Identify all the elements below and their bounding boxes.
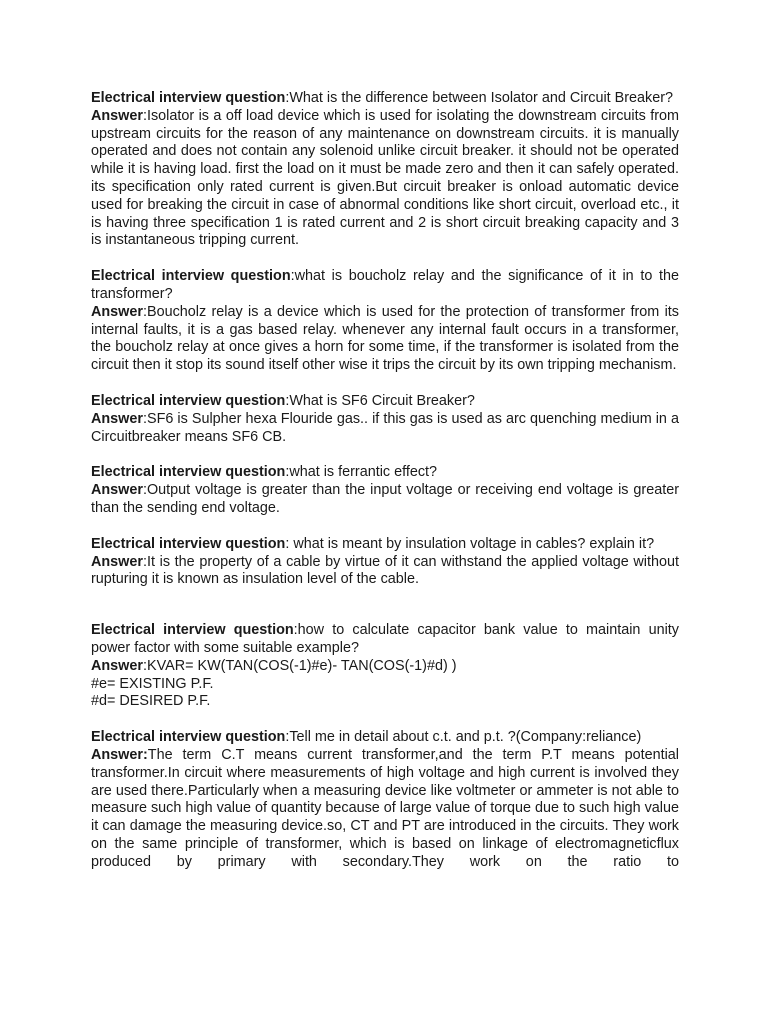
answer-label: Answer: <box>91 746 148 763</box>
question-label: Electrical interview question <box>91 392 286 409</box>
question-paragraph <box>91 393 679 411</box>
answer-paragraph <box>91 304 679 375</box>
question-paragraph <box>91 90 679 108</box>
question-paragraph <box>91 268 679 304</box>
answer-label: Answer <box>91 303 143 320</box>
document-page <box>91 90 679 889</box>
answer-paragraph <box>91 108 679 250</box>
answer-paragraph <box>91 554 679 590</box>
question-text: :What is SF6 Circuit Breaker? <box>285 392 475 409</box>
question-label: Electrical interview question <box>91 729 286 746</box>
qa-block-capacitor-bank <box>91 622 679 711</box>
formula-note-existing: #e= EXISTING P.F. <box>91 675 214 692</box>
qa-block-sf6 <box>91 393 679 446</box>
question-label: Electrical interview question <box>91 535 286 552</box>
qa-block-insulation <box>91 536 679 589</box>
answer-text: :It is the property of a cable by virtue of it can withstand the applied voltage without rupturing it is known as insulation level of the cable. <box>91 553 679 588</box>
question-label: Electrical interview question <box>91 268 291 285</box>
answer-paragraph <box>91 747 679 872</box>
question-paragraph <box>91 536 679 554</box>
question-text: :What is the difference between Isolator and Circuit Breaker? <box>285 90 674 106</box>
question-paragraph <box>91 622 679 658</box>
question-paragraph <box>91 729 679 747</box>
qa-block-ct-pt <box>91 729 679 871</box>
answer-text: :Isolator is a off load device which is used for isolating the downstream circuits from upstream circuits for the reason of any maintenance on downstream circuits. it is manually operated and does not contain any solenoid unlike circuit breaker. it should not be operated while it is having load. first the load on it must be made zero and then it can safely operated. its specification only rated current is given.But circuit breaker is onload automatic device used for breaking the circuit in case of abnormal conditions like short circuit, overload etc., it is having three specification 1 is rated current and 2 is short circuit breaking capacity and 3 is instantaneous tripping current. <box>91 107 679 249</box>
answer-text: :KVAR= KW(TAN(COS(-1)#e)- TAN(COS(-1)#d) ) <box>142 657 457 674</box>
answer-label: Answer <box>91 107 143 124</box>
question-text: : what is meant by insulation voltage in cables? explain it? <box>285 535 655 552</box>
question-text: :Tell me in detail about c.t. and p.t. ?(Company:reliance) <box>285 729 642 746</box>
answer-label: Answer <box>91 553 143 570</box>
answer-paragraph <box>91 482 679 518</box>
answer-paragraph <box>91 658 679 676</box>
qa-block-isolator <box>91 90 679 250</box>
answer-label: Answer <box>91 410 143 427</box>
question-text: :what is boucholz relay and the significance of it in to the transformer? <box>91 268 679 302</box>
question-label: Electrical interview question <box>91 464 286 481</box>
answer-text: The term C.T means current transformer,and the term P.T means potential transformer.In circuit where measurements of high voltage and high current is involved they are used there.Particularly when a measuring device like voltmeter or ammeter is not able to measure such high value of quantity because of large value of torque due to such high value it can damage the measuring device.so, CT and PT are introduced in the circuits. They work on the same principle of transformer, which is based on linkage of electromagneticflux produced by primary with secondary.They work on the ratio to <box>91 746 680 870</box>
question-text: :how to calculate capacitor bank value to maintain unity power factor with some suitable example? <box>91 622 679 656</box>
answer-paragraph <box>91 411 679 447</box>
answer-text: :Output voltage is greater than the input voltage or receiving end voltage is greater than the sending end voltage. <box>91 482 679 516</box>
question-label: Electrical interview question <box>91 622 294 639</box>
qa-block-ferranti <box>91 464 679 517</box>
formula-note-desired: #d= DESIRED P.F. <box>91 693 211 710</box>
question-paragraph <box>91 464 679 482</box>
answer-text: :Boucholz relay is a device which is used for the protection of transformer from its internal faults, it is a gas based relay. whenever any internal fault occurs in a transformer, the boucholz relay at once gives a horn for some time, if the transformer is isolated from the circuit then it stop its sound itself other wise it trips the circuit by its own tripping mechanism. <box>91 303 679 374</box>
question-label: Electrical interview question <box>91 90 286 106</box>
question-text: :what is ferrantic effect? <box>285 464 438 481</box>
answer-text: :SF6 is Sulpher hexa Flouride gas.. if this gas is used as arc quenching medium in a Circuitbreaker means SF6 CB. <box>91 410 679 445</box>
answer-label: Answer <box>91 482 143 499</box>
answer-label: Answer <box>91 657 143 674</box>
qa-block-boucholz <box>91 268 679 375</box>
